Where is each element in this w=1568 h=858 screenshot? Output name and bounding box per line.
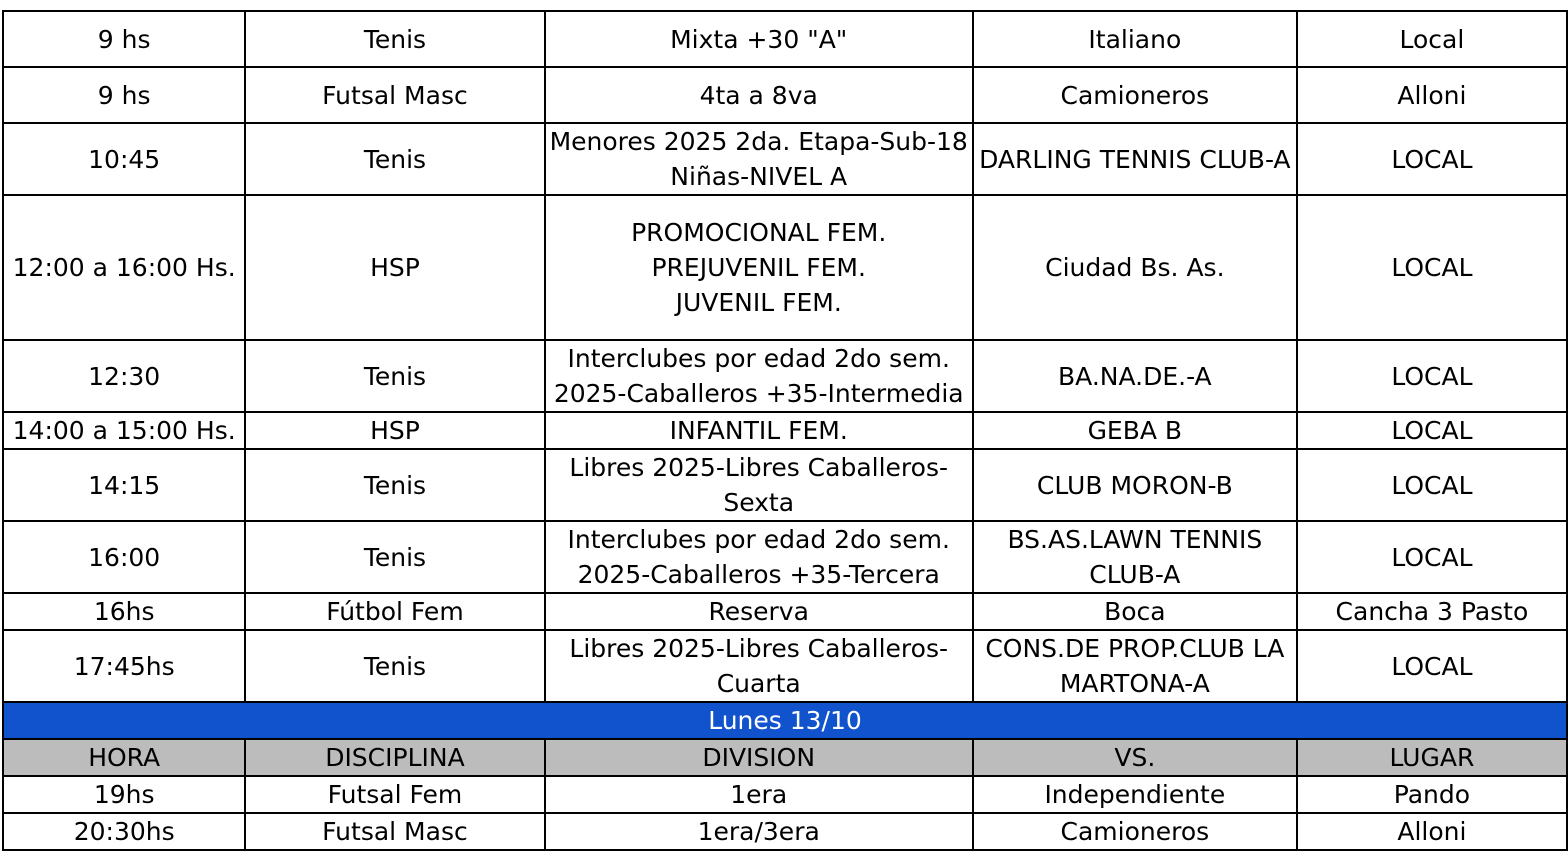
- cell-vs: [973, 776, 1297, 813]
- column-header-division: DIVISION: [545, 739, 973, 776]
- table-row: [3, 195, 1567, 340]
- cell-vs: [973, 67, 1297, 123]
- cell-lugar: LOCAL: [1297, 630, 1567, 702]
- table-row: [3, 776, 1567, 813]
- cell-disciplina: Fútbol Fem: [245, 593, 544, 630]
- table-row: [3, 123, 1567, 195]
- cell-disciplina: Tenis: [245, 630, 544, 702]
- cell-vs-line: CONS.DE PROP.CLUB LA: [985, 634, 1285, 663]
- table-row: [3, 67, 1567, 123]
- cell-division: [545, 67, 973, 123]
- table-row: [3, 521, 1567, 593]
- table-row: [3, 11, 1567, 67]
- cell-vs: [973, 412, 1297, 449]
- cell-vs-line: MARTONA-A: [1059, 669, 1210, 698]
- cell-division-line: Sexta: [723, 488, 795, 517]
- cell-vs-line: BA.NA.DE.-A: [1058, 361, 1212, 391]
- cell-hora: 12:30: [3, 340, 245, 412]
- day-header-row: [3, 702, 1567, 739]
- cell-division-line: Libres 2025-Libres Caballeros-: [569, 634, 948, 663]
- cell-hora: 12:00 a 16:00 Hs.: [3, 195, 245, 340]
- cell-disciplina: HSP: [245, 412, 544, 449]
- cell-division: [545, 412, 973, 449]
- day-header: Lunes 13/10: [3, 702, 1567, 739]
- schedule-rows-first-day: [3, 11, 1567, 702]
- cell-vs: [973, 449, 1297, 521]
- cell-vs-line: CLUB MORON-B: [1036, 470, 1233, 500]
- cell-lugar: Local: [1297, 11, 1567, 67]
- cell-vs-line: Camioneros: [1060, 80, 1210, 110]
- cell-division-line: PROMOCIONAL FEM.: [631, 218, 887, 247]
- cell-hora: 14:00 a 15:00 Hs.: [3, 412, 245, 449]
- cell-division-line: 4ta a 8va: [699, 80, 818, 110]
- cell-division-line: 2025-Caballeros +35-Intermedia: [553, 379, 964, 408]
- cell-division: [545, 593, 973, 630]
- cell-division-line: 1era/3era: [697, 817, 820, 846]
- cell-vs: [973, 340, 1297, 412]
- cell-vs: [973, 593, 1297, 630]
- cell-division: [545, 11, 973, 67]
- cell-division-line: Menores 2025 2da. Etapa-Sub-18: [549, 127, 968, 156]
- cell-lugar: LOCAL: [1297, 123, 1567, 195]
- cell-vs-line: Camioneros: [1060, 817, 1210, 846]
- cell-division: [545, 123, 973, 195]
- cell-disciplina: HSP: [245, 195, 544, 340]
- cell-lugar: LOCAL: [1297, 195, 1567, 340]
- cell-disciplina: Tenis: [245, 340, 544, 412]
- cell-vs-line: Ciudad Bs. As.: [1045, 253, 1225, 282]
- cell-vs: [973, 521, 1297, 593]
- column-header-hora: HORA: [3, 739, 245, 776]
- cell-hora: 9 hs: [3, 67, 245, 123]
- schedule-table: [2, 10, 1568, 851]
- cell-division: [545, 521, 973, 593]
- cell-division: [545, 449, 973, 521]
- cell-hora: 19hs: [3, 776, 245, 813]
- cell-division-line: Cuarta: [716, 669, 801, 698]
- cell-vs-line: Boca: [1104, 597, 1166, 626]
- cell-vs: [973, 123, 1297, 195]
- cell-lugar: Alloni: [1297, 67, 1567, 123]
- cell-hora: 20:30hs: [3, 813, 245, 850]
- table-row: [3, 340, 1567, 412]
- cell-lugar: LOCAL: [1297, 412, 1567, 449]
- cell-vs-line: BS.AS.LAWN TENNIS: [1007, 525, 1263, 554]
- cell-hora: 14:15: [3, 449, 245, 521]
- day-section: [3, 702, 1567, 776]
- cell-division-line: Libres 2025-Libres Caballeros-: [569, 453, 948, 482]
- cell-hora: 17:45hs: [3, 630, 245, 702]
- cell-division: [545, 776, 973, 813]
- cell-hora: 16:00: [3, 521, 245, 593]
- table-row: [3, 813, 1567, 850]
- cell-lugar: LOCAL: [1297, 521, 1567, 593]
- cell-disciplina: Tenis: [245, 11, 544, 67]
- cell-division-line: Reserva: [708, 597, 809, 626]
- table-row: [3, 412, 1567, 449]
- cell-division: [545, 340, 973, 412]
- cell-lugar: Alloni: [1297, 813, 1567, 850]
- cell-disciplina: Futsal Masc: [245, 813, 544, 850]
- table-row: [3, 593, 1567, 630]
- cell-division: [545, 630, 973, 702]
- column-header-disciplina: DISCIPLINA: [245, 739, 544, 776]
- cell-division-line: Mixta +30 "A": [670, 24, 848, 54]
- cell-disciplina: Tenis: [245, 521, 544, 593]
- cell-division: [545, 813, 973, 850]
- table-row: [3, 630, 1567, 702]
- cell-vs: [973, 813, 1297, 850]
- cell-vs-line: Independiente: [1044, 780, 1226, 809]
- cell-division: [545, 195, 973, 340]
- cell-disciplina: Tenis: [245, 449, 544, 521]
- cell-vs: [973, 630, 1297, 702]
- cell-hora: 9 hs: [3, 11, 245, 67]
- cell-division-line: 2025-Caballeros +35-Tercera: [577, 560, 940, 589]
- column-header-vs: VS.: [973, 739, 1297, 776]
- cell-vs-line: Italiano: [1088, 24, 1182, 54]
- cell-hora: 10:45: [3, 123, 245, 195]
- table-row: [3, 449, 1567, 521]
- cell-vs: [973, 11, 1297, 67]
- cell-lugar: LOCAL: [1297, 449, 1567, 521]
- column-header-lugar: LUGAR: [1297, 739, 1567, 776]
- cell-vs: [973, 195, 1297, 340]
- cell-lugar: Pando: [1297, 776, 1567, 813]
- cell-disciplina: Futsal Fem: [245, 776, 544, 813]
- cell-vs-line: GEBA B: [1087, 416, 1183, 445]
- cell-lugar: LOCAL: [1297, 340, 1567, 412]
- cell-disciplina: Tenis: [245, 123, 544, 195]
- cell-division-line: INFANTIL FEM.: [669, 416, 848, 445]
- cell-division-line: Interclubes por edad 2do sem.: [567, 344, 950, 373]
- column-header-row: [3, 739, 1567, 776]
- cell-division-line: Niñas-NIVEL A: [670, 162, 848, 191]
- cell-lugar: Cancha 3 Pasto: [1297, 593, 1567, 630]
- cell-hora: 16hs: [3, 593, 245, 630]
- cell-disciplina: Futsal Masc: [245, 67, 544, 123]
- cell-division-line: 1era: [730, 780, 788, 809]
- cell-division-line: PREJUVENIL FEM.: [651, 253, 866, 282]
- schedule-rows-lunes: [3, 776, 1567, 850]
- cell-vs-line: DARLING TENNIS CLUB-A: [979, 144, 1291, 174]
- cell-division-line: Interclubes por edad 2do sem.: [567, 525, 950, 554]
- cell-vs-line: CLUB-A: [1089, 560, 1181, 589]
- cell-division-line: JUVENIL FEM.: [675, 288, 842, 317]
